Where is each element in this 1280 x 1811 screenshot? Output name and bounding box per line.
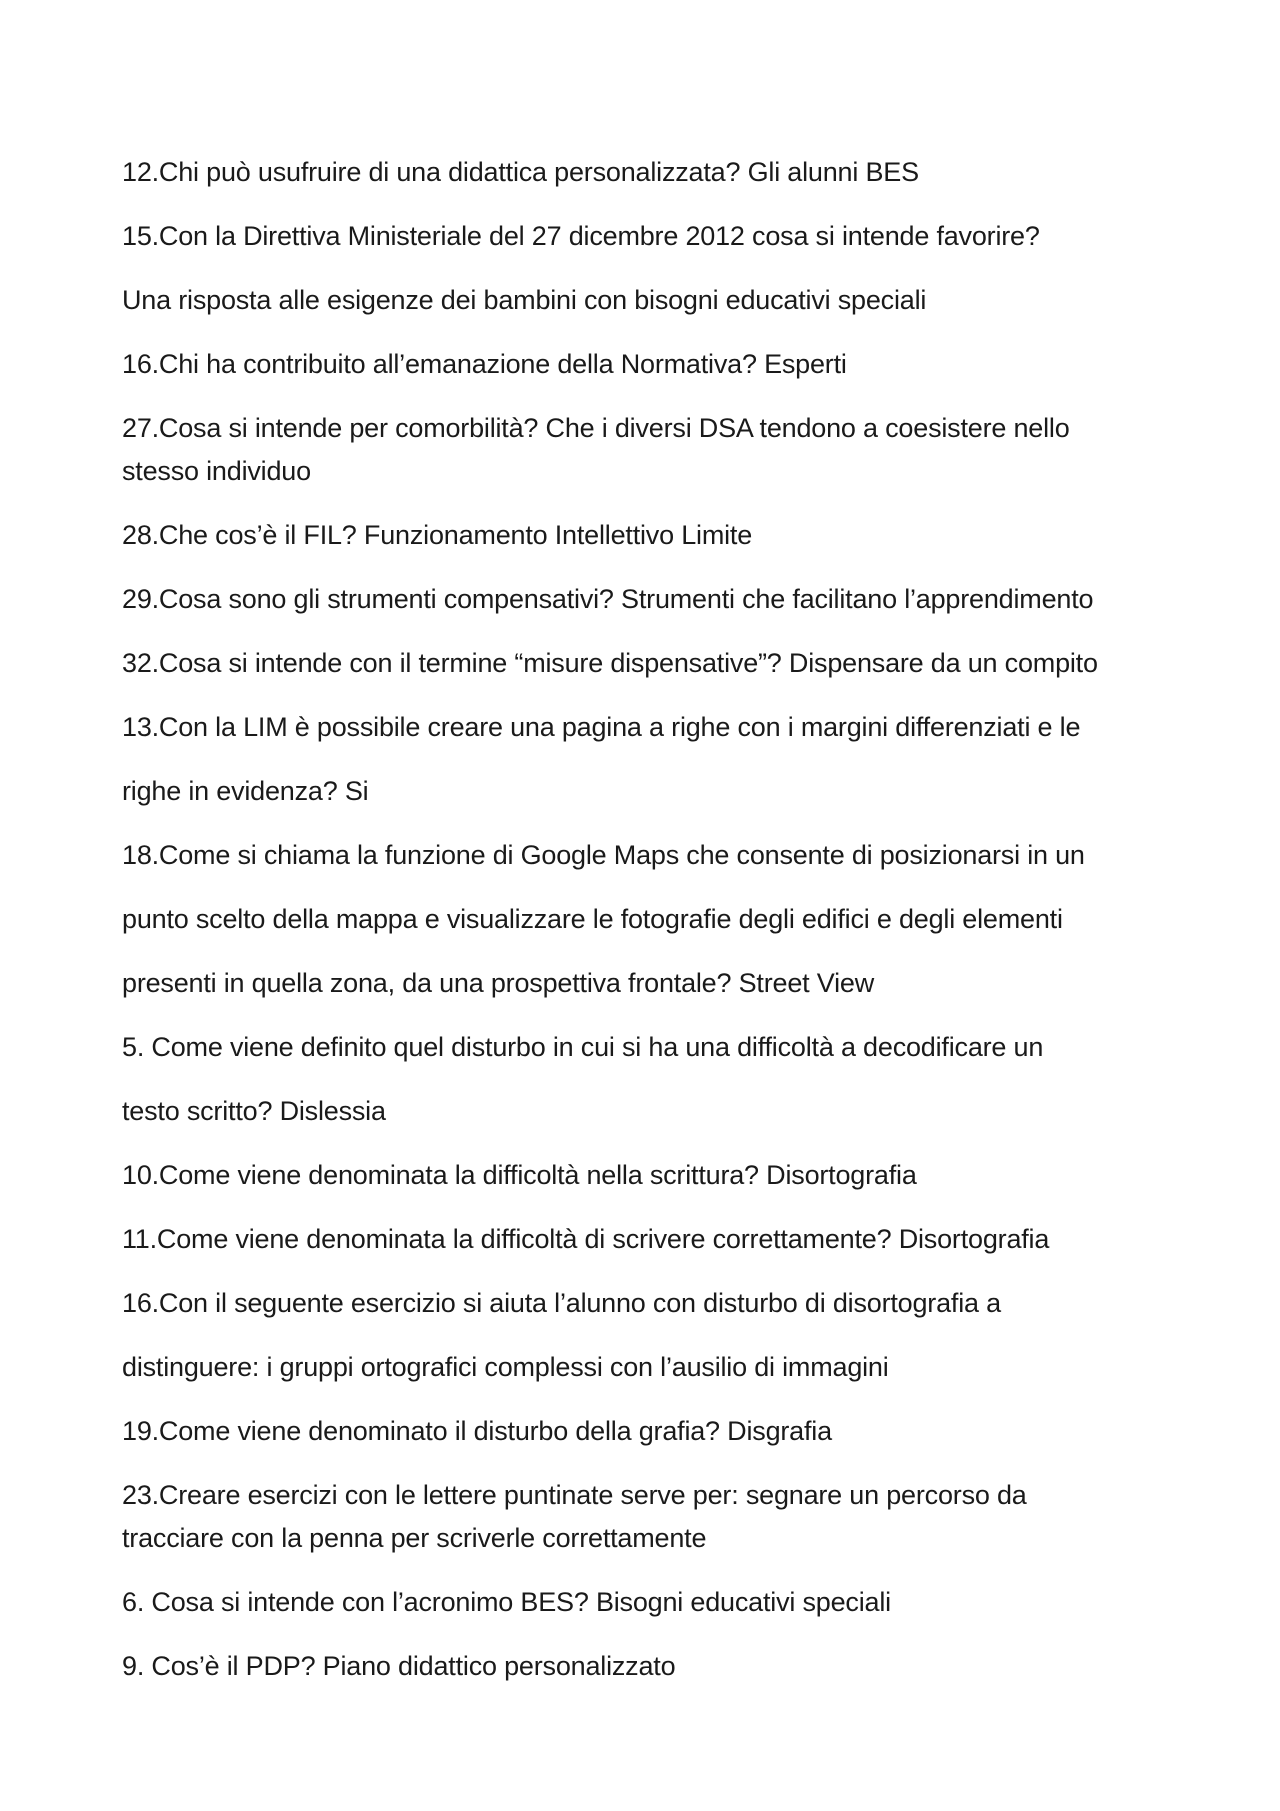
text-line-q32: 32.Cosa si intende con il termine “misure dispensative”? Dispensare da un compito xyxy=(122,648,1098,678)
text-line-q5: 5. Come viene definito quel disturbo in cui si ha una difficoltà a decodificare un xyxy=(122,1032,1044,1062)
text-line-q29: 29.Cosa sono gli strumenti compensativi? Strumenti che facilitano l’apprendimento xyxy=(122,584,1094,614)
text-line-q18-cont-2: presenti in quella zona, da una prospettiva frontale? Street View xyxy=(122,968,874,998)
text-line-q18: 18.Come si chiama la funzione di Google Maps che consente di posizionarsi in un xyxy=(122,840,1085,870)
text-line-q27-cont: stesso individuo xyxy=(122,456,311,486)
text-line-q18-cont-1: punto scelto della mappa e visualizzare le fotografie degli edifici e degli elementi xyxy=(122,904,1063,934)
text-line-q23-cont: tracciare con la penna per scriverle correttamente xyxy=(122,1523,707,1553)
text-line-q13: 13.Con la LIM è possibile creare una pagina a righe con i margini differenziati e le xyxy=(122,712,1081,742)
text-line-q5-cont: testo scritto? Dislessia xyxy=(122,1096,386,1126)
text-line-q19: 19.Come viene denominato il disturbo della grafia? Disgrafia xyxy=(122,1416,832,1446)
text-line-q16: 16.Chi ha contribuito all’emanazione della Normativa? Esperti xyxy=(122,349,847,379)
text-line-q16b-cont: distinguere: i gruppi ortografici complessi con l’ausilio di immagini xyxy=(122,1352,889,1382)
text-line-q11: 11.Come viene denominata la difficoltà di scrivere correttamente? Disortografia xyxy=(122,1224,1050,1254)
text-line-q13-cont: righe in evidenza? Si xyxy=(122,776,369,806)
text-line-q12: 12.Chi può usufruire di una didattica personalizzata? Gli alunni BES xyxy=(122,157,919,187)
text-line-q16b: 16.Con il seguente esercizio si aiuta l’alunno con disturbo di disortografia a xyxy=(122,1288,1001,1318)
text-line-q10: 10.Come viene denominata la difficoltà nella scrittura? Disortografia xyxy=(122,1160,917,1190)
text-line-q28: 28.Che cos’è il FIL? Funzionamento Intellettivo Limite xyxy=(122,520,753,550)
text-line-q9: 9. Cos’è il PDP? Piano didattico personalizzato xyxy=(122,1651,676,1681)
text-line-q15: 15.Con la Direttiva Ministeriale del 27 dicembre 2012 cosa si intende favorire? xyxy=(122,221,1040,251)
text-line-q15-answer: Una risposta alle esigenze dei bambini con bisogni educativi speciali xyxy=(122,285,927,315)
text-line-q23: 23.Creare esercizi con le lettere puntinate serve per: segnare un percorso da xyxy=(122,1480,1027,1510)
text-line-q27: 27.Cosa si intende per comorbilità? Che i diversi DSA tendono a coesistere nello xyxy=(122,413,1070,443)
text-line-q6: 6. Cosa si intende con l’acronimo BES? Bisogni educativi speciali xyxy=(122,1587,891,1617)
